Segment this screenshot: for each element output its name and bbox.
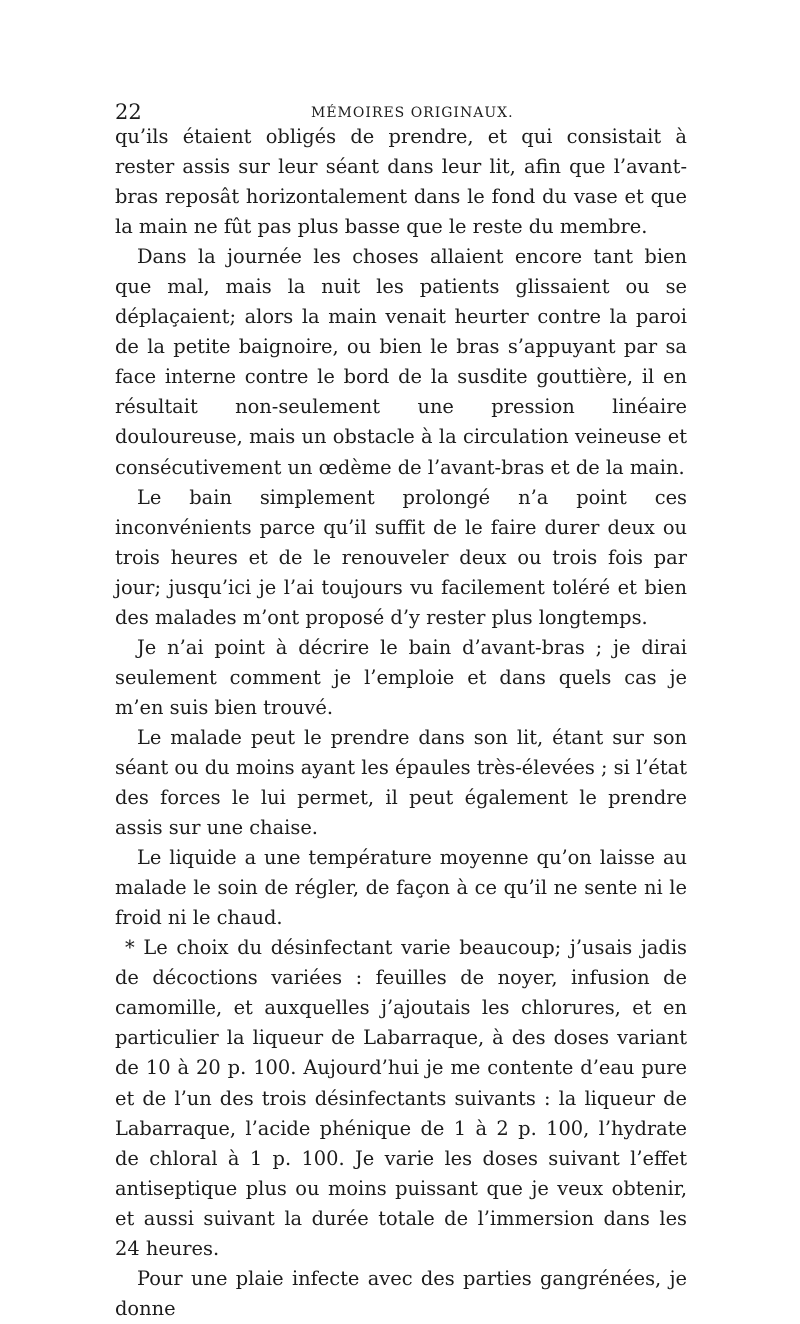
body-text [115, 122, 687, 1324]
paragraph-patient-position: Le malade peut le prendre dans son lit, étant sur son séant ou du moins ayant les épaules très-élevées ; si l’état des forces le lui permet, il peut également le prendre assis sur une chaise. [115, 725, 687, 840]
running-head: MÉMOIRES ORIGINAUX. [311, 105, 514, 121]
paragraph-forearm-bath: Je n’ai point à décrire le bain d’avant-bras ; je dirai seulement comment je l’emploie et dans quels cas je m’en suis bien trouvé. [115, 635, 687, 719]
paragraph-temperature: Le liquide a une température moyenne qu’on laisse au malade le soin de régler, de façon à ce qu’il ne sente ni le froid ni le chaud. [115, 846, 687, 930]
paragraph-infected-wound: Pour une plaie infecte avec des parties gangrénées, je donne [115, 1266, 687, 1320]
paragraph-night-movement: Dans la journée les choses allaient encore tant bien que mal, mais la nuit les patients glissaient ou se déplaçaient; alors la main venait heurter contre la paroi de la petite baignoire, ou bien le bras s’appuyant par sa face interne contre le bord de la susdite gouttière, il en résultait non-seulement une pression linéaire douloureuse, mais un obstacle à la circulation veineuse et consécutivement un œdème de l’avant-bras et de la main. [115, 245, 687, 479]
paragraph-disinfectants: * Le choix du désinfectant varie beaucoup; j’usais jadis de décoctions variées : feuilles de noyer, infusion de camomille, et auxquelles j’ajoutais les chlorures, et en particulier la liqueur de Labarraque, à des doses variant de 10 à 20 p. 100. Aujourd’hui je me contente d’eau pure et de l’un des trois désinfectants suivants : la liqueur de Labarraque, l’acide phénique de 1 à 2 p. 100, l’hydrate de chloral à 1 p. 100. Je varie les doses suivant l’effet antiseptique plus ou moins puissant que je veux obtenir, et aussi suivant la durée totale de l’immersion dans les 24 heures. [115, 936, 687, 1260]
paragraph-continuation: qu’ils étaient obligés de prendre, et qui consistait à rester assis sur leur séant dans leur lit, afin que l’avant-bras reposât horizontalement dans le fond du vase et que la main ne fût pas plus basse que le reste du membre. [115, 125, 687, 239]
page-number: 22 [115, 100, 142, 124]
paragraph-prolonged-bath: Le bain simplement prolongé n’a point ces inconvénients parce qu’il suffit de le faire durer deux ou trois heures et de le renouveler deux ou trois fois par jour; jusqu’ici je l’ai toujours vu facilement toléré et bien des malades m’ont proposé d’y rester plus longtemps. [115, 485, 687, 629]
